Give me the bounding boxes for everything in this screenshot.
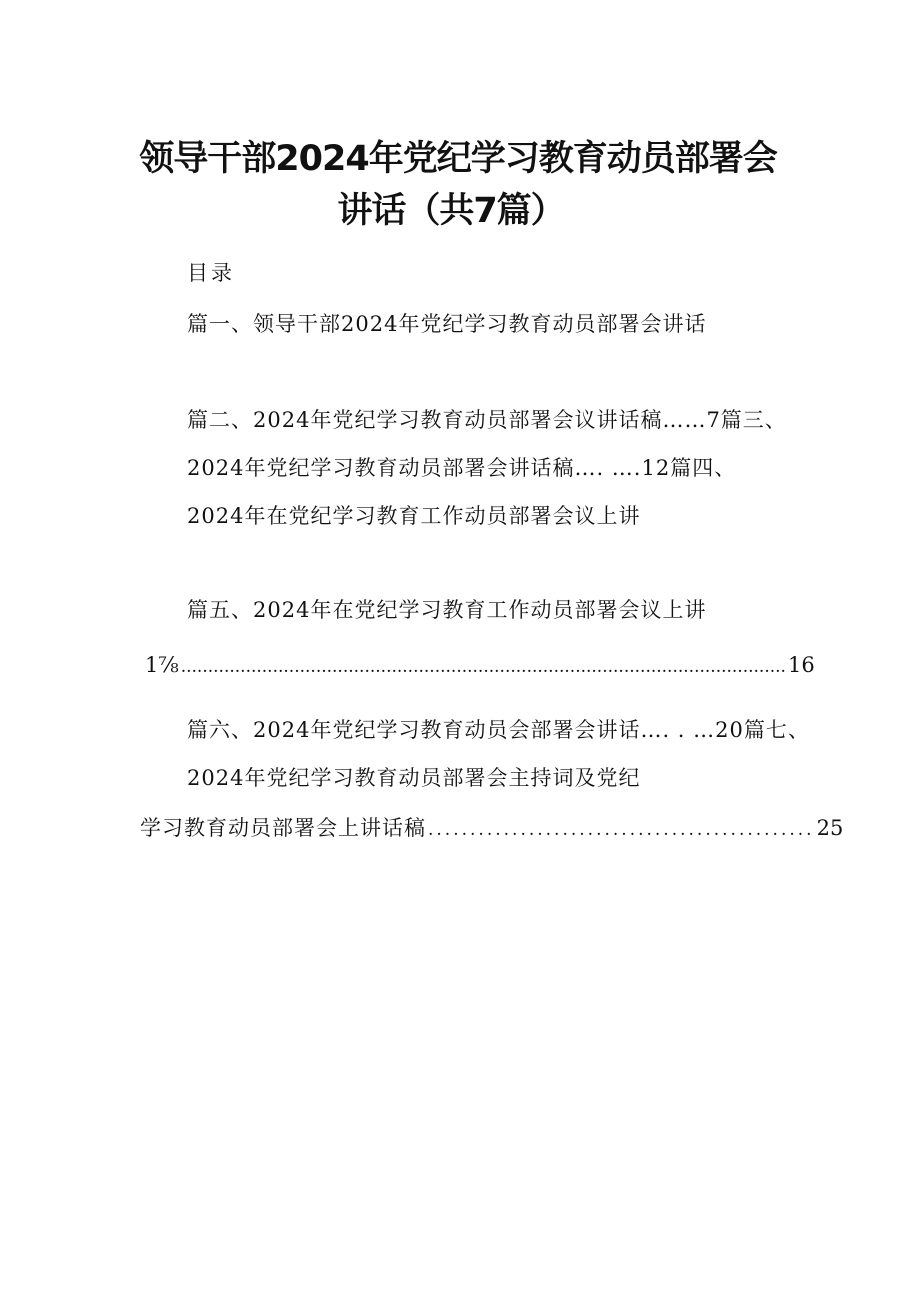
toc-line-6-page-number: 16 [787, 653, 815, 677]
toc-line-4: 2024年在党纪学习教育工作动员部署会议上讲 [187, 504, 641, 528]
document-title-line-2: 讲话（共7篇） [337, 191, 565, 231]
document-title-line-1: 领导干部2024年党纪学习教育动员部署会 [139, 139, 777, 179]
toc-line-7: 篇六、2024年党纪学习教育动员会部署会讲话…. . …20篇七、 [187, 718, 810, 742]
toc-line-1: 篇一、领导干部2024年党纪学习教育动员部署会讲话 [187, 312, 707, 336]
toc-line-2: 篇二、2024年党纪学习教育动员部署会议讲话稿……7篇三、 [187, 408, 787, 432]
toc-line-5: 篇五、2024年在党纪学习教育工作动员部署会议上讲 [187, 598, 707, 622]
toc-line-8: 2024年党纪学习教育动员部署会主持词及党纪 [187, 766, 641, 790]
toc-line-9-leader-dots: .............................................. [428, 820, 815, 840]
toc-line-6 [145, 653, 815, 677]
toc-line-9-page-number: 25 [816, 816, 844, 840]
toc-heading: 目录 [187, 261, 235, 285]
toc-line-6-text: 1⅞ [145, 653, 179, 677]
toc-line-3: 2024年党纪学习教育动员部署会讲话稿…. ….12篇四、 [187, 456, 737, 480]
toc-line-9 [140, 816, 844, 840]
toc-line-6-leader-dots: ................................................................................................................ [180, 657, 786, 677]
toc-line-9-text: 学习教育动员部署会上讲话稿 [140, 816, 426, 840]
